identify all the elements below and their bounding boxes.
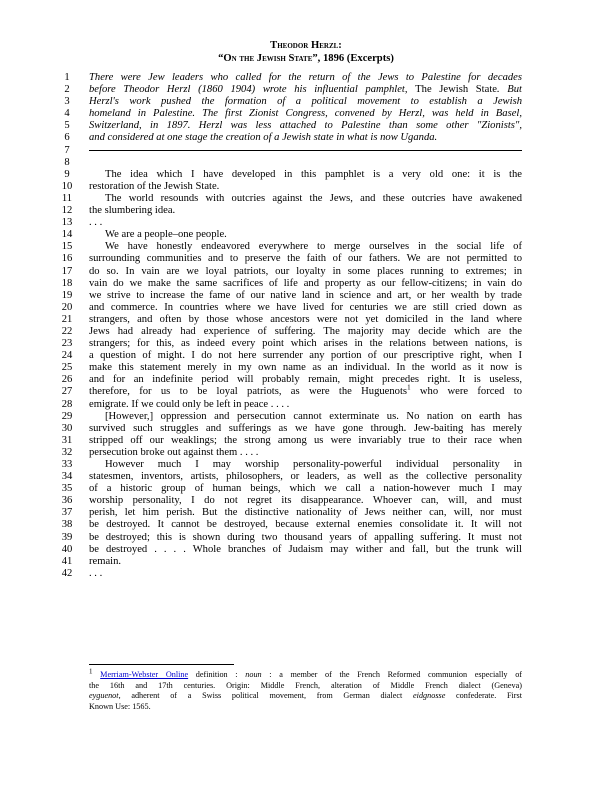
footnote-line: Known Use: 1565. (89, 701, 151, 711)
line-text: There were Jew leaders who called for the return of the Jews to Palestine for decades (89, 72, 522, 83)
line-text: persecution broke out against them . . . . (89, 446, 259, 458)
line-number: 27 (61, 386, 73, 398)
line-text: survived such struggles and sufferings as we have gone through. Jew-baiting has merely (89, 422, 522, 434)
line-text: We are a people–one people. (105, 229, 227, 241)
line-number: 12 (61, 205, 73, 217)
line-number: 41 (61, 555, 73, 567)
line-number: 23 (61, 338, 73, 350)
footnote-line: $^1$ Merriam-Webster Online definition : noun : a member of the French Reformed communion especially of (89, 667, 523, 679)
text-line (0, 278, 612, 290)
text-line (0, 338, 612, 350)
text-line (0, 169, 612, 181)
line-number: 10 (61, 180, 73, 192)
line-text: of a historic group of human beings, which we call a nation-however much I may (89, 483, 522, 495)
line-text: The world resounds with outcries against the Jews, and these outcries have awakened (105, 192, 522, 204)
line-text: We have honestly endeavored everywhere to merge ourselves in the social life of (105, 241, 522, 253)
line-text: worship personality, I do not regret its disappearance. Whoever can, will, and must (89, 495, 522, 507)
footnote-divider (89, 664, 234, 665)
line-number: 16 (61, 253, 73, 265)
line-number: 30 (61, 422, 73, 434)
line-text: remain. (89, 555, 122, 567)
text-line (0, 507, 612, 519)
text-line (0, 120, 612, 132)
line-number: 18 (61, 277, 73, 289)
section-divider (89, 150, 522, 151)
line-text: be destroyed; this is shown during two thousand years of appalling suffering. It must not (89, 531, 522, 543)
line-number: 8 (64, 156, 70, 168)
text-line (0, 229, 612, 241)
document-title (0, 40, 612, 52)
line-number: 34 (61, 471, 73, 483)
work-title: “On the Jewish State” (218, 53, 318, 64)
footnote-marker: 1 (89, 667, 93, 676)
line-number: 33 (61, 459, 73, 470)
line-text: restoration of the Jewish State. (89, 180, 220, 192)
text-line (0, 72, 612, 84)
line-text: emigrate. If we could only be left in peace . . . . (89, 398, 290, 410)
footnote (89, 667, 523, 712)
text-line (0, 435, 612, 447)
text-line (0, 314, 612, 326)
line-number: 26 (61, 374, 73, 386)
line-number: 39 (61, 531, 73, 543)
line-number: 21 (61, 313, 73, 325)
line-text: we strive to increase the fame of our native land in science and art, or her wealth by trade (89, 289, 522, 301)
text-line (0, 568, 612, 580)
line-number: 42 (61, 567, 73, 579)
text-line (0, 544, 612, 556)
line-number: 37 (61, 507, 73, 519)
author-heading: Theodor Herzl: (270, 40, 342, 51)
text-line (0, 350, 612, 362)
merriam-webster-link[interactable]: Merriam-Webster Online (100, 670, 189, 679)
text-line (0, 253, 612, 265)
footnote-line: the 16th and 17th centuries. Origin: Middle French, alteration of Middle French dialect (Geneva) (89, 680, 522, 690)
line-text: and commerce. In countries where we have lived for centuries we are still cried down as (89, 301, 522, 313)
line-number: 22 (61, 325, 73, 337)
line-text: be destroyed. It cannot be destroyed, because external enemies consolidate it. It will not (89, 519, 522, 531)
line-text: homeland in Palestine. The first Zionist Congress, convened by Herzl, was held in Basel, (89, 108, 522, 120)
line-number: 19 (61, 289, 73, 301)
line-number: 29 (61, 410, 73, 422)
text-line (0, 132, 612, 144)
line-number: 20 (61, 301, 73, 313)
text-line (0, 532, 612, 544)
line-number: 28 (61, 398, 73, 410)
line-number: 38 (61, 519, 73, 531)
line-text: therefore, for us to be loyal patriots, as were the Huguenots$^1$ who were forced to (89, 383, 523, 398)
line-text: and for an indefinite period will probably remain, might precedes right. It is useless, (89, 374, 522, 386)
text-line (0, 145, 612, 157)
text-line (0, 495, 612, 507)
text-line (0, 326, 612, 338)
line-text: before Theodor Herzl (1860 1904) wrote his influential pamphlet, The Jewish State. But (89, 84, 522, 96)
line-text: Switzerland, in 1897. Herzl was less attached to Palestine than some other "Zionists", (89, 120, 522, 132)
line-text: be destroyed . . . . Whole branches of Judaism may wither and fall, but the trunk will (89, 543, 522, 555)
text-line (0, 181, 612, 193)
text-line (0, 290, 612, 302)
line-number: 35 (61, 483, 73, 495)
text-line (0, 302, 612, 314)
line-number: 5 (64, 120, 70, 132)
line-text: and considered at one stage the creation of a Jewish state in what is now Uganda. (89, 132, 438, 144)
line-number: 3 (64, 96, 70, 108)
line-number: 15 (61, 241, 73, 253)
line-text: . . . (89, 217, 103, 229)
line-text: However much I may worship personality-powerful individual personality in (105, 459, 522, 470)
line-text: Herzl's work pushed the formation of a political movement to establish a Jewish (89, 96, 522, 108)
text-line (0, 96, 612, 108)
line-number: 6 (64, 132, 70, 144)
line-number: 1 (64, 72, 70, 83)
footnote-line: eyguenot, adherent of a Swiss political movement, from German dialect eidgnosse confederate. First (89, 691, 522, 700)
line-text: surrounding communities and to preserve the faith of our fathers. We are not permitted to (89, 253, 522, 265)
text-line (0, 399, 612, 411)
line-number: 36 (61, 495, 73, 507)
text-line (0, 483, 612, 495)
document-subtitle (0, 53, 612, 65)
text-line (0, 383, 612, 398)
text-line (0, 459, 612, 471)
text-line (0, 411, 612, 423)
line-text: strangers; for this, as indeed every point which arises in the relations between nations, is (89, 338, 522, 350)
line-number: 7 (64, 144, 70, 156)
text-line (0, 241, 612, 253)
line-text: a question of might. I do not here surrender any portion of our prescriptive right, when I (89, 350, 522, 362)
line-text: vain do we make the same sacrifices of life and property as our fellow-citizens; in vain do (89, 277, 522, 289)
text-line (0, 157, 612, 169)
line-text: make this statement merely in my own name as an individual. In the world as it now is (89, 362, 522, 374)
text-line (0, 556, 612, 568)
line-number: 13 (61, 217, 73, 229)
text-line (0, 84, 612, 96)
line-number: 31 (61, 434, 73, 446)
text-line (0, 471, 612, 483)
text-line (0, 193, 612, 205)
line-text: the slumbering idea. (89, 205, 176, 217)
text-line (0, 205, 612, 217)
line-number: 9 (64, 168, 70, 180)
line-number: 14 (61, 229, 73, 241)
text-line (0, 217, 612, 229)
line-text: The idea which I have developed in this pamphlet is a very old one: it is the (105, 168, 522, 180)
line-text: Jews had already had experience of suffering. The majority may decide which are the (89, 325, 522, 337)
text-line (0, 108, 612, 120)
line-number: 32 (61, 446, 73, 458)
line-number: 4 (64, 108, 70, 120)
line-text: do so. In vain are we loyal patriots, our loyalty in some places running to extremes; in (89, 265, 522, 277)
text-line (0, 519, 612, 531)
line-number: 2 (64, 84, 70, 96)
line-number: 11 (61, 192, 73, 204)
work-date: , 1896 (Excerpts) (317, 53, 394, 64)
text-line (0, 266, 612, 278)
line-text: . . . (89, 567, 103, 579)
text-line (0, 423, 612, 435)
footnote-reference: 1 (407, 383, 411, 392)
line-text: stripped off our weaklings; the strong among us were invariably true to their race when (89, 434, 522, 446)
line-number: 17 (61, 265, 73, 277)
line-number: 24 (61, 350, 73, 362)
numbered-text-body (0, 72, 612, 580)
line-text: perish, let him perish. But the distinctive nationality of Jews neither can, will, nor must (89, 507, 522, 519)
line-number: 40 (61, 543, 73, 555)
line-text: strangers, and often by those whose ancestors were not yet domiciled in the land where (89, 313, 522, 325)
line-text: [However,] oppression and persecution cannot exterminate us. No nation on earth has (105, 410, 522, 422)
text-line (0, 362, 612, 374)
text-line (0, 374, 612, 386)
line-number: 25 (61, 362, 73, 374)
text-line (0, 447, 612, 459)
line-text: statesmen, inventors, artists, philosophers, or leaders, as well as the collective personality (89, 471, 522, 483)
